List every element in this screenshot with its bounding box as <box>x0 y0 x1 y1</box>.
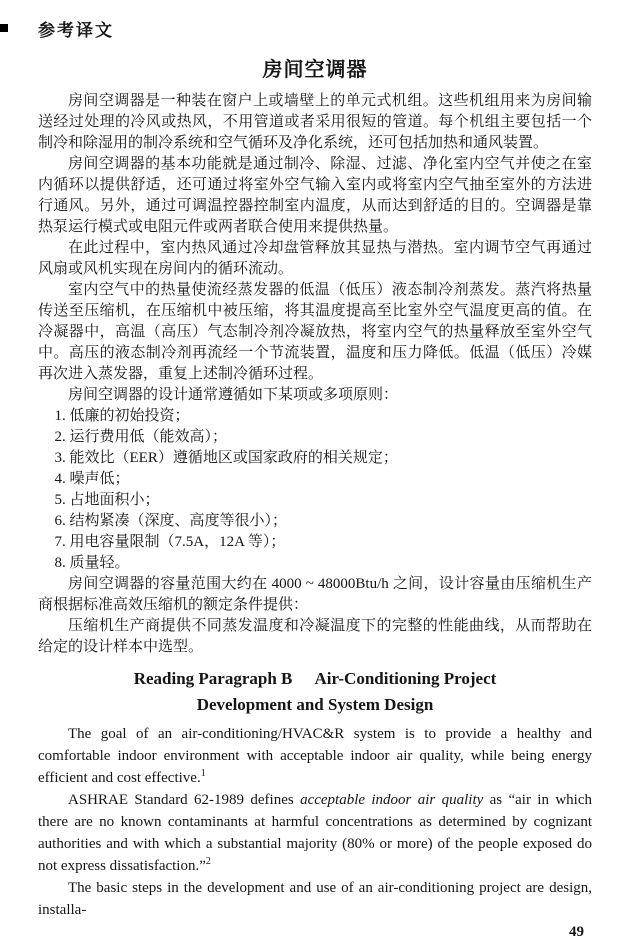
reading-b-heading-label: Reading Paragraph B <box>133 669 293 688</box>
paragraph-refrigeration-cycle: 室内空气中的热量使流经蒸发器的低温（低压）液态制冷剂蒸发。蒸汽将热量传送至压缩机，在压缩机中被压缩，将其温度提高至比室外空气温度更高的值。在冷凝器中，高温（高压）气态制冷剂冷凝放热，将室内空气的热量释放至室外空气中。高压的液态制冷剂再流经一个节流装置，温度和压力降低。低温（低压）冷媒再次进入蒸发器，重复上述制冷循环过程。 <box>38 282 592 382</box>
paragraph-capacity-range: 房间空调器的容量范围大约在 4000 ~ 48000Btu/h 之间，设计容量由压缩机生产商根据标准高效压缩机的额定条件提供： <box>38 576 592 613</box>
principle-item: 7. 用电容量限制（7.5A，12A 等）； <box>54 534 286 550</box>
principle-item: 1. 低廉的初始投资； <box>54 408 190 424</box>
article-title: 房间空调器 <box>262 59 368 81</box>
principle-item: 6. 结构紧凑（深度、高度等很小）； <box>54 513 288 529</box>
footnote-ref-1: 1 <box>200 768 206 779</box>
principle-item: 8. 质量轻。 <box>54 555 130 571</box>
principle-item: 3. 能效比（EER）遵循地区或国家政府的相关规定； <box>54 450 398 466</box>
reading-paragraph-b-heading <box>38 666 592 718</box>
paragraph-unit-description: 房间空调器是一种装在窗户上或墙壁上的单元式机组。这些机组用来为房间输送经过处理的冷风或热风，不用管道或者采用很短的管道。每个机组主要包括一个制冷和除湿用的制冷系统和空气循环及净化系统，还可包括加热和通风装置。 <box>38 93 592 151</box>
reading-b-heading-topic: Air-Conditioning Project <box>314 669 497 688</box>
paragraph-basic-steps: The basic steps in the development and use of an air-conditioning project are design, installa- <box>38 880 592 918</box>
section-label: 参考译文 <box>38 21 114 40</box>
footnote-ref-2: 2 <box>205 856 211 867</box>
principle-item: 2. 运行费用低（能效高）； <box>54 429 228 445</box>
principle-item: 5. 占地面积小； <box>54 492 160 508</box>
reading-b-heading-line2: Development and System Design <box>196 695 434 714</box>
ashrae-text-quote: as “air in which there are no known contaminants at harmful concentrations as determined by cognizant authorities and with which a substantial majority (80% or more) of the people exposed do not express dissatisfaction.” <box>38 792 592 874</box>
paragraph-hvac-goal <box>38 723 592 789</box>
page-number: 49 <box>569 924 584 940</box>
reading-b-heading-line1 <box>134 669 497 688</box>
paragraph-basic-functions: 房间空调器的基本功能就是通过制冷、除湿、过滤、净化室内空气并使之在室内循环以提供舒适，还可通过将室外空气输入室内或将室内空气抽至室外的方法进行通风。另外，通过可调温控器控制室内温度，从而达到舒适的目的。空调器是靠热泵运行模式或电阻元件或两者联合使用来提供热量。 <box>38 156 592 235</box>
paragraph-ashrae-standard <box>38 789 592 877</box>
ashrae-text-lead: ASHRAE Standard 62-1989 defines <box>68 792 301 808</box>
hvac-goal-text: The goal of an air-conditioning/HVAC&R system is to provide a healthy and comfortable indoor environment with acceptable indoor air quality, while being energy efficient and cost effective. <box>38 726 592 786</box>
paragraph-cooling-coil: 在此过程中，室内热风通过冷却盘管释放其显热与潜热。室内调节空气再通过风扇或风机实现在房间内的循环流动。 <box>38 240 592 277</box>
paragraph-principles-intro: 房间空调器的设计通常遵循如下某项或多项原则： <box>68 387 399 403</box>
scan-artifact-mark <box>0 24 8 32</box>
principle-item: 4. 噪声低； <box>54 471 130 487</box>
ashrae-term-italic: acceptable indoor air quality <box>300 792 484 808</box>
paragraph-performance-curves: 压缩机生产商提供不同蒸发温度和冷凝温度下的完整的性能曲线，从而帮助在给定的设计样本中选型。 <box>38 618 592 655</box>
